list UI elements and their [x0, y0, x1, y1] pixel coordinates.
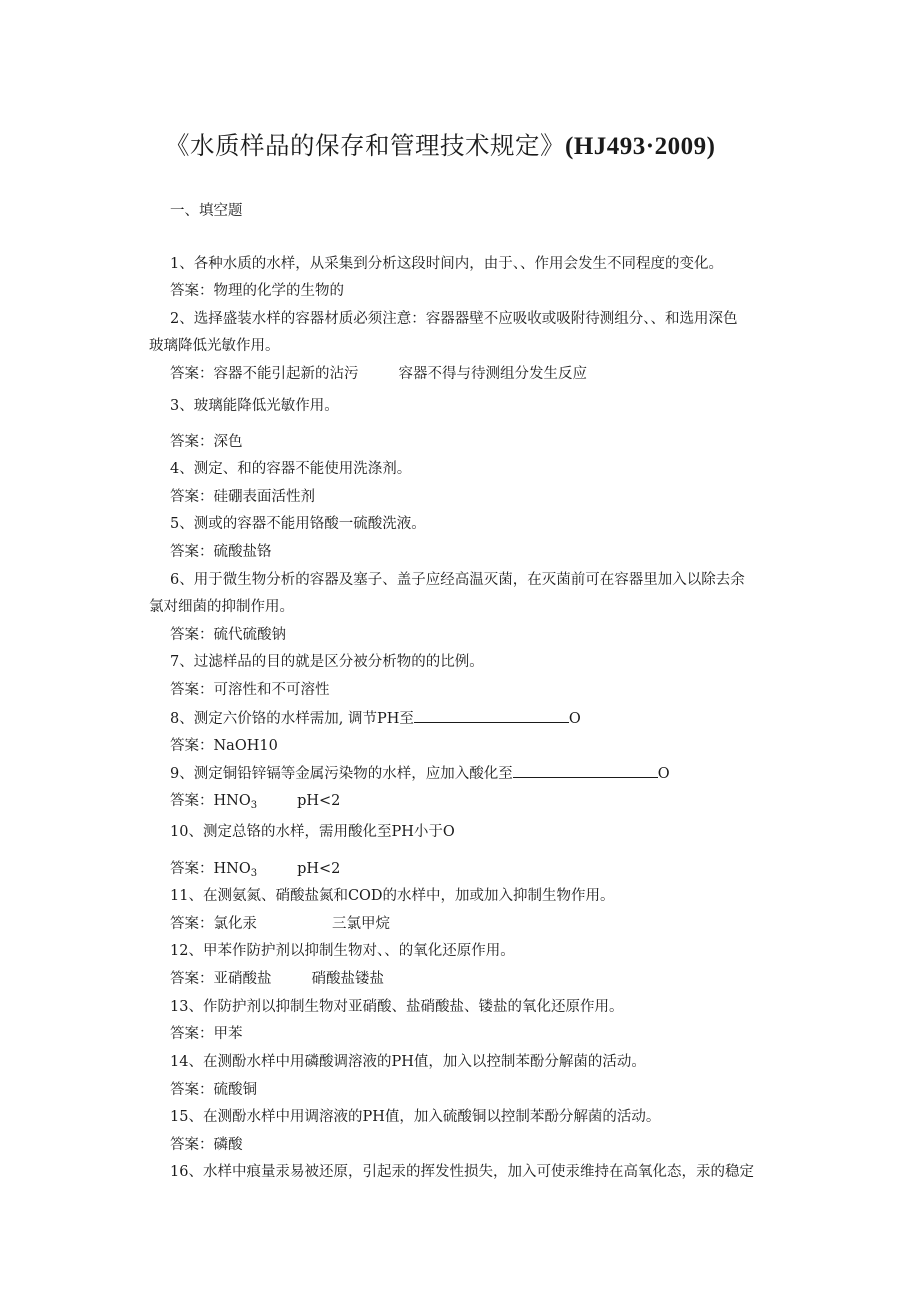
- answer-9-subscript: 3: [250, 800, 258, 811]
- answer-12-part-2: 硝酸盐镂盐: [311, 971, 384, 987]
- answer-4: 答案：硅硼表面活性剂: [170, 489, 315, 505]
- section-heading: 一、填空题: [170, 203, 243, 219]
- answer-blank: [513, 763, 658, 778]
- question-9: [170, 763, 790, 784]
- answer-11-part-2: 三氯甲烷: [332, 916, 390, 932]
- answer-6: 答案：硫代硫酸钠: [170, 627, 286, 643]
- answer-10-subscript: 3: [250, 868, 258, 879]
- answer-2-part-2: 容器不得与待测组分发生反应: [398, 366, 587, 382]
- answer-13: 答案：甲苯: [170, 1026, 243, 1042]
- question-16: 16、水样中痕量汞易被还原，引起汞的挥发性损失，加入可使汞维持在高氧化态，汞的稳定: [170, 1164, 754, 1180]
- title-standard-code: (HJ493·2009): [565, 133, 716, 160]
- question-2-line-2: 玻璃降低光敏作用。: [149, 338, 280, 354]
- question-9-text: 9、测定铜铅锌镉等金属污染物的水样，应加入酸化至: [170, 766, 513, 782]
- question-8: [170, 708, 790, 729]
- question-6-line-1: 6、用于微生物分析的容器及塞子、盖子应经高温灭菌，在灭菌前可在容器里加入以除去余: [170, 572, 745, 588]
- question-1: 1、各种水质的水样，从采集到分析这段时间内，由于、、作用会发生不同程度的变化。: [170, 256, 723, 272]
- question-15: 15、在测酚水样中用调溶液的PH值，加入硫酸铜以控制苯酚分解菌的活动。: [170, 1109, 661, 1125]
- question-13: 13、作防护剂以抑制生物对亚硝酸、盐硝酸盐、镂盐的氧化还原作用。: [170, 999, 624, 1015]
- answer-5: 答案：硫酸盐铬: [170, 544, 272, 560]
- title-main: 《水质样品的保存和管理技术规定》: [165, 131, 565, 160]
- question-3: 3、玻璃能降低光敏作用。: [170, 398, 339, 414]
- answer-3: 答案：深色: [170, 434, 243, 450]
- answer-15: 答案：磷酸: [170, 1137, 243, 1153]
- answer-1: 答案：物理的化学的生物的: [170, 283, 344, 299]
- question-12: 12、甲苯作防护剂以抑制生物对、、的氧化还原作用。: [170, 943, 515, 959]
- document-title: [165, 128, 785, 165]
- question-5: 5、测或的容器不能用铬酸一硫酸洗液。: [170, 516, 426, 532]
- answer-14: 答案：硫酸铜: [170, 1082, 257, 1098]
- answer-12: [170, 969, 790, 989]
- question-9-end: O: [657, 766, 670, 782]
- answer-8: 答案：NaOH10: [170, 738, 278, 754]
- question-2-line-1: 2、选择盛装水样的容器材质必须注意：容器器壁不应吸收或吸附待测组分、、和选用深色: [170, 311, 738, 327]
- question-10: 10、测定总铬的水样，需用酸化至PH小于O: [170, 824, 455, 840]
- answer-10-part-1: 答案：HNO: [170, 861, 251, 877]
- answer-11: [170, 914, 790, 934]
- answer-9-part-2: pH<2: [297, 793, 341, 809]
- answer-10: [170, 859, 790, 879]
- answer-2-part-1: 答案：容器不能引起新的沾污: [170, 366, 359, 382]
- question-7: 7、过滤样品的目的就是区分被分析物的的比例。: [170, 654, 484, 670]
- answer-9-part-1: 答案：HNO: [170, 793, 251, 809]
- answer-10-part-2: pH<2: [297, 861, 341, 877]
- answer-2: [170, 364, 790, 384]
- question-6-line-2: 氯对细菌的抑制作用。: [149, 599, 294, 615]
- answer-11-part-1: 答案：氯化汞: [170, 916, 257, 932]
- answer-12-part-1: 答案：亚硝酸盐: [170, 971, 272, 987]
- question-8-text: 8、测定六价铬的水样需加, 调节PH至: [170, 711, 414, 727]
- question-14: 14、在测酚水样中用磷酸调溶液的PH值，加入以控制苯酚分解菌的活动。: [170, 1054, 646, 1070]
- answer-7: 答案：可溶性和不可溶性: [170, 682, 330, 698]
- question-11: 11、在测氨氮、硝酸盐氮和COD的水样中，加或加入抑制生物作用。: [170, 888, 615, 904]
- question-8-end: O: [568, 711, 581, 727]
- answer-9: [170, 791, 790, 811]
- question-4: 4、测定、和的容器不能使用洗涤剂。: [170, 461, 412, 477]
- answer-blank: [414, 708, 569, 723]
